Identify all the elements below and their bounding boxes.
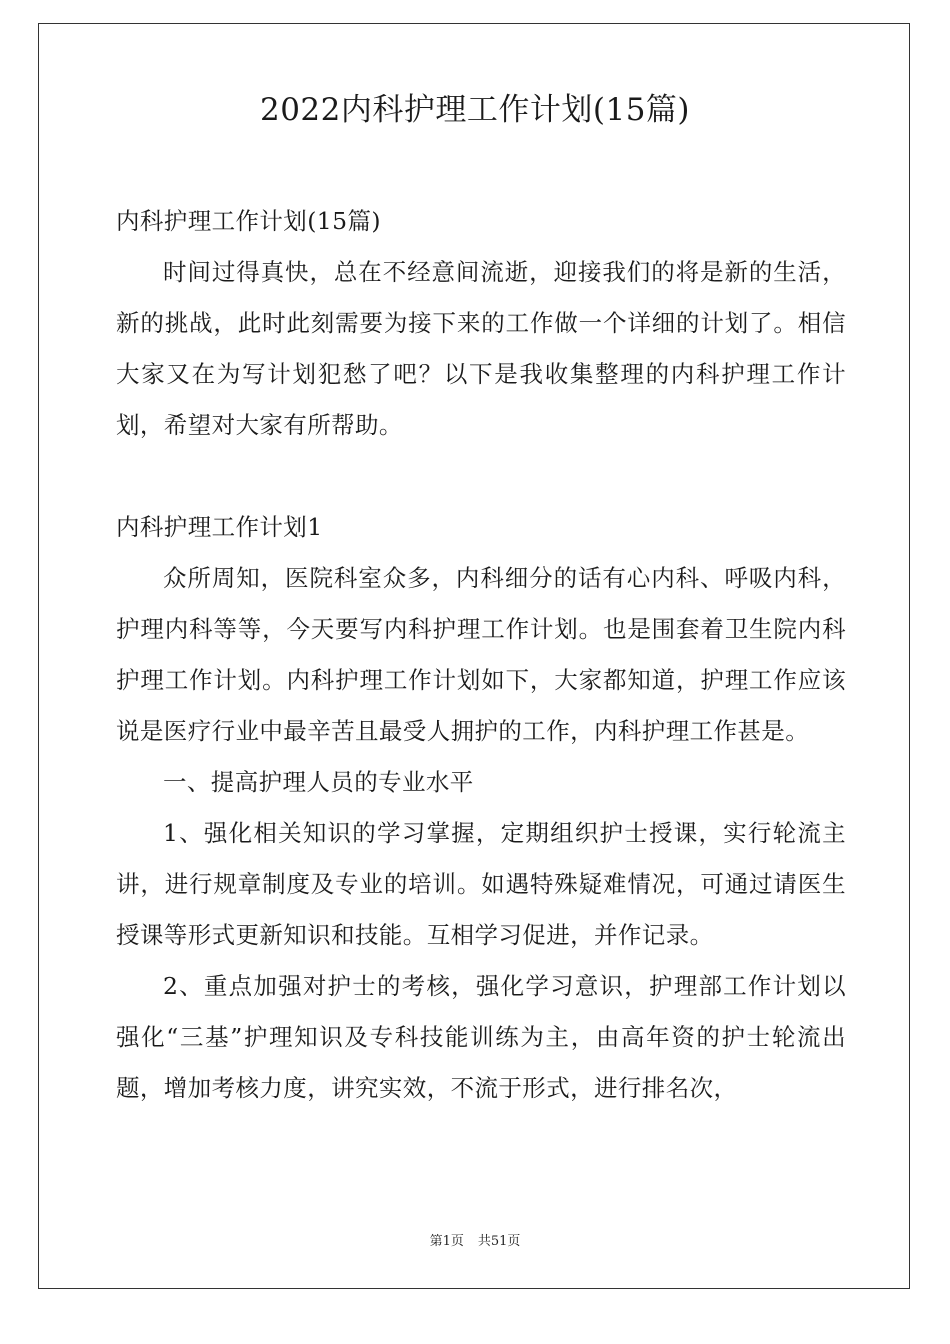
paragraph-gap (116, 451, 846, 502)
subsection-heading: 一、提高护理人员的专业水平 (163, 768, 474, 796)
list-item-paragraph: 1、强化相关知识的学习掌握，定期组织护士授课，实行轮流主讲，进行规章制度及专业的培训。如遇特殊疑难情况，可通过请医生授课等形式更新知识和技能。互相学习促进，并作记录。 (116, 819, 846, 949)
body-paragraph: 众所周知，医院科室众多，内科细分的话有心内科、呼吸内科，护理内科等等，今天要写内科护理工作计划。也是围套着卫生院内科护理工作计划。内科护理工作计划如下，大家都知道，护理工作应该说是医疗行业中最辛苦且最受人拥护的工作，内科护理工作甚是。 (116, 564, 846, 745)
page-total: 共51页 (477, 1234, 521, 1249)
list-item-paragraph: 2、重点加强对护士的考核，强化学习意识，护理部工作计划以强化“三基”护理知识及专科技能训练为主，由高年资的护士轮流出题，增加考核力度，讲究实效，不流于形式，进行排名次， (116, 972, 846, 1102)
page-number: 第1页 (429, 1234, 464, 1249)
intro-paragraph: 时间过得真快，总在不经意间流逝，迎接我们的将是新的生活，新的挑战，此时此刻需要为接下来的工作做一个详细的计划了。相信大家又在为写计划犯愁了吧？以下是我收集整理的内科护理工作计划，希望对大家有所帮助。 (116, 258, 846, 439)
section-heading: 内科护理工作计划(15篇) (116, 207, 381, 235)
page-footer (0, 1233, 950, 1251)
document-title: 2022内科护理工作计划(15篇) (259, 92, 691, 128)
document-body (116, 196, 846, 1114)
plan-heading: 内科护理工作计划1 (116, 513, 323, 541)
